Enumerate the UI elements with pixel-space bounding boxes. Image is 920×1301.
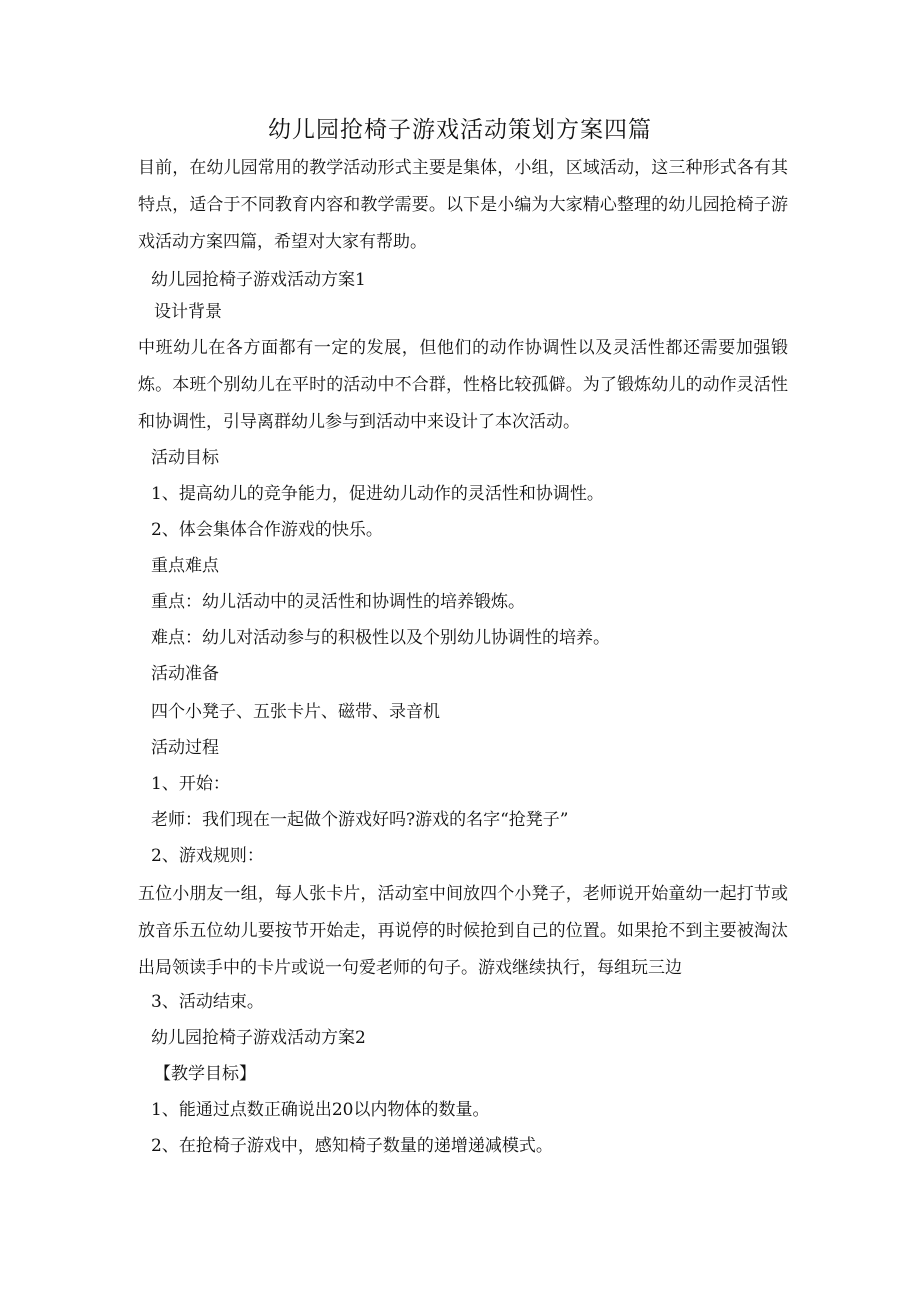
process-heading: 活动过程 — [151, 738, 219, 758]
teaching-goal-2: 2、在抢椅子游戏中，感知椅子数量的递增递减模式。 — [151, 1136, 553, 1156]
plan1-heading: 幼儿园抢椅子游戏活动方案1 — [151, 270, 366, 290]
difficult-point: 难点：幼儿对活动参与的积极性以及个别幼儿协调性的培养。 — [151, 628, 610, 648]
design-background-heading: 设计背景 — [154, 302, 222, 322]
process-step-2: 2、游戏规则： — [151, 846, 264, 866]
teaching-goal-1: 1、能通过点数正确说出20以内物体的数量。 — [151, 1100, 490, 1120]
preparation-heading: 活动准备 — [151, 664, 219, 684]
document-title: 幼儿园抢椅子游戏活动策划方案四篇 — [268, 117, 652, 143]
key-point: 重点：幼儿活动中的灵活性和协调性的培养锻炼。 — [151, 592, 525, 612]
key-difficult-heading: 重点难点 — [151, 556, 219, 576]
goal-item-2: 2、体会集体合作游戏的快乐。 — [151, 520, 383, 540]
design-background-paragraph: 中班幼儿在各方面都有一定的发展，但他们的动作协调性以及灵活性都还需要加强锻炼。本班个别幼儿在平时的活动中不合群，性格比较孤僻。为了锻炼幼儿的动作灵活性和协调性，引导离群幼儿参与到活动中来设计了本次活动。 — [138, 338, 788, 432]
preparation-text: 四个小凳子、五张卡片、磁带、录音机 — [151, 702, 440, 722]
game-rules-paragraph: 五位小朋友一组，每人张卡片，活动室中间放四个小凳子，老师说开始童幼一起打节或放音乐五位幼儿要按节开始走，再说停的时候抢到自己的位置。如果抢不到主要被淘汰出局领读手中的卡片或说一句爱老师的句子。游戏继续执行，每组玩三边 — [138, 884, 788, 978]
process-step-3: 3、活动结束。 — [151, 992, 264, 1012]
teacher-dialogue: 老师：我们现在一起做个游戏好吗?游戏的名字“抢凳子” — [151, 810, 569, 830]
teaching-goals-heading: 【教学目标】 — [154, 1064, 256, 1084]
intro-paragraph: 目前，在幼儿园常用的教学活动形式主要是集体，小组，区域活动，这三种形式各有其特点，适合于不同教育内容和教学需要。以下是小编为大家精心整理的幼儿园抢椅子游戏活动方案四篇，希望对大家有帮助。 — [138, 158, 788, 252]
goals-heading: 活动目标 — [151, 448, 219, 468]
process-step-1: 1、开始： — [151, 774, 230, 794]
plan2-heading: 幼儿园抢椅子游戏活动方案2 — [151, 1028, 366, 1048]
goal-item-1: 1、提高幼儿的竞争能力，促进幼儿动作的灵活性和协调性。 — [151, 484, 604, 504]
